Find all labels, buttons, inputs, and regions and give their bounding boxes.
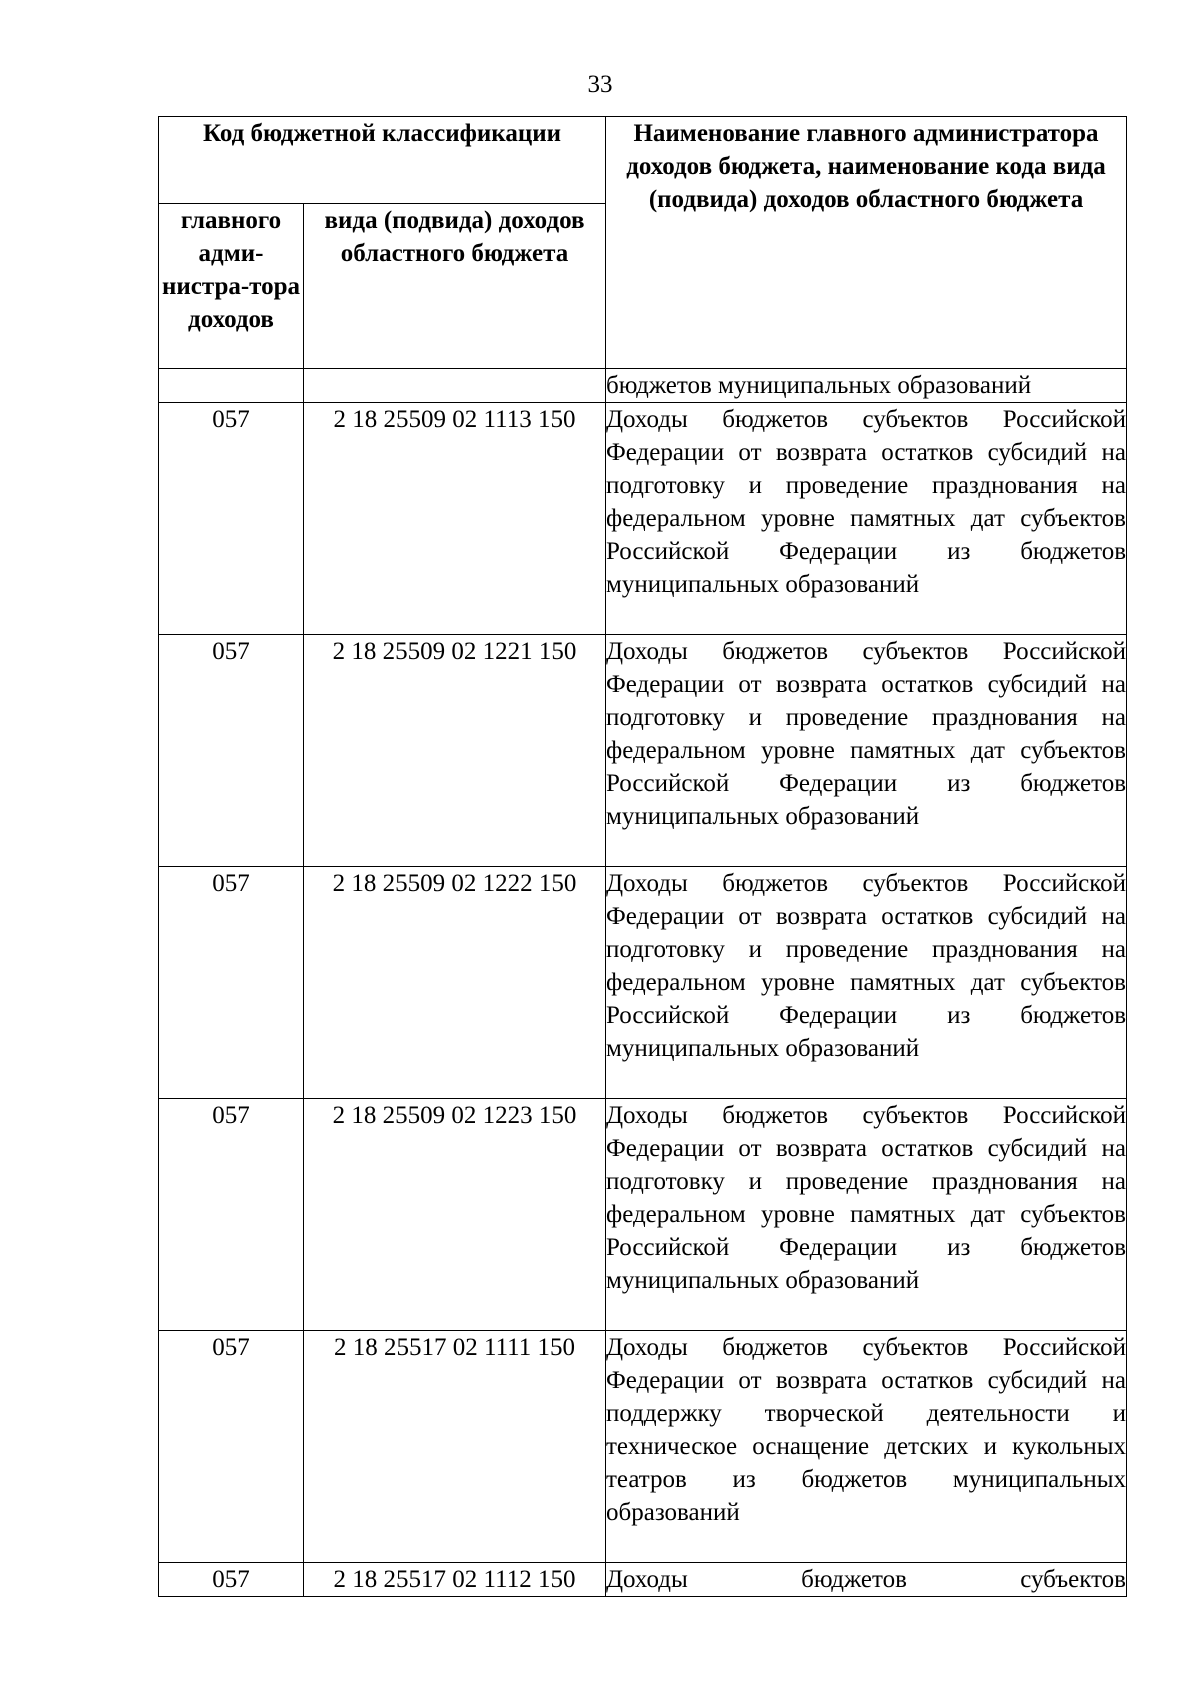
code-cell: 2 18 25517 02 1111 150 <box>304 1331 606 1563</box>
admin-cell: 057 <box>159 1563 304 1597</box>
admin-cell: 057 <box>159 635 304 867</box>
page-number: 33 <box>587 71 613 98</box>
admin-cell: 057 <box>159 1099 304 1331</box>
header-code-column: вида (подвида) доходов областного бюджета <box>304 204 606 369</box>
admin-cell: 057 <box>159 867 304 1099</box>
name-cell: Доходы бюджетов субъектов Российской Федерации от возврата остатков субсидий на подготовку и проведение празднования на федеральном уровне памятных дат субъектов Российской Федерации из бюджетов муниципальных образований <box>606 867 1127 1099</box>
code-cell: 2 18 25509 02 1221 150 <box>304 635 606 867</box>
code-cell: 2 18 25509 02 1222 150 <box>304 867 606 1099</box>
name-cell: Доходы бюджетов субъектов Российской Федерации от возврата остатков субсидий на подготовку и проведение празднования на федеральном уровне памятных дат субъектов Российской Федерации из бюджетов муниципальных образований <box>606 635 1127 867</box>
admin-cell: 057 <box>159 1331 304 1563</box>
table-row-continuation <box>159 369 1127 403</box>
name-cell: Доходы бюджетов субъектов Российской Федерации от возврата остатков субсидий на поддержку творческой деятельности и техническое оснащение детских и кукольных театров из бюджетов муниципальных образований <box>606 1331 1127 1563</box>
code-cell: 2 18 25509 02 1113 150 <box>304 403 606 635</box>
name-cell: Доходы бюджетов субъектов Российской Федерации от возврата остатков субсидий на подготовку и проведение празднования на федеральном уровне памятных дат субъектов Российской Федерации из бюджетов муниципальных образований <box>606 1099 1127 1331</box>
name-cell: бюджетов муниципальных образований <box>606 369 1127 403</box>
name-cell: Доходы бюджетов субъектов <box>606 1563 1127 1597</box>
table-row <box>159 403 1127 635</box>
budget-classification-table <box>158 116 1127 1597</box>
name-cell: Доходы бюджетов субъектов Российской Федерации от возврата остатков субсидий на подготовку и проведение празднования на федеральном уровне памятных дат субъектов Российской Федерации из бюджетов муниципальных образований <box>606 403 1127 635</box>
header-code-group: Код бюджетной классификации <box>159 117 606 204</box>
code-cell: 2 18 25517 02 1112 150 <box>304 1563 606 1597</box>
header-name-column: Наименование главного администратора доходов бюджета, наименование кода вида (подвида) доходов областного бюджета <box>606 117 1127 369</box>
table-row <box>159 1099 1127 1331</box>
table-row <box>159 635 1127 867</box>
table-row <box>159 1563 1127 1597</box>
code-cell <box>304 369 606 403</box>
header-admin-column: главного адми-нистра-тора доходов <box>159 204 304 369</box>
table-row <box>159 867 1127 1099</box>
admin-cell <box>159 369 304 403</box>
admin-cell: 057 <box>159 403 304 635</box>
table-row <box>159 1331 1127 1563</box>
code-cell: 2 18 25509 02 1223 150 <box>304 1099 606 1331</box>
